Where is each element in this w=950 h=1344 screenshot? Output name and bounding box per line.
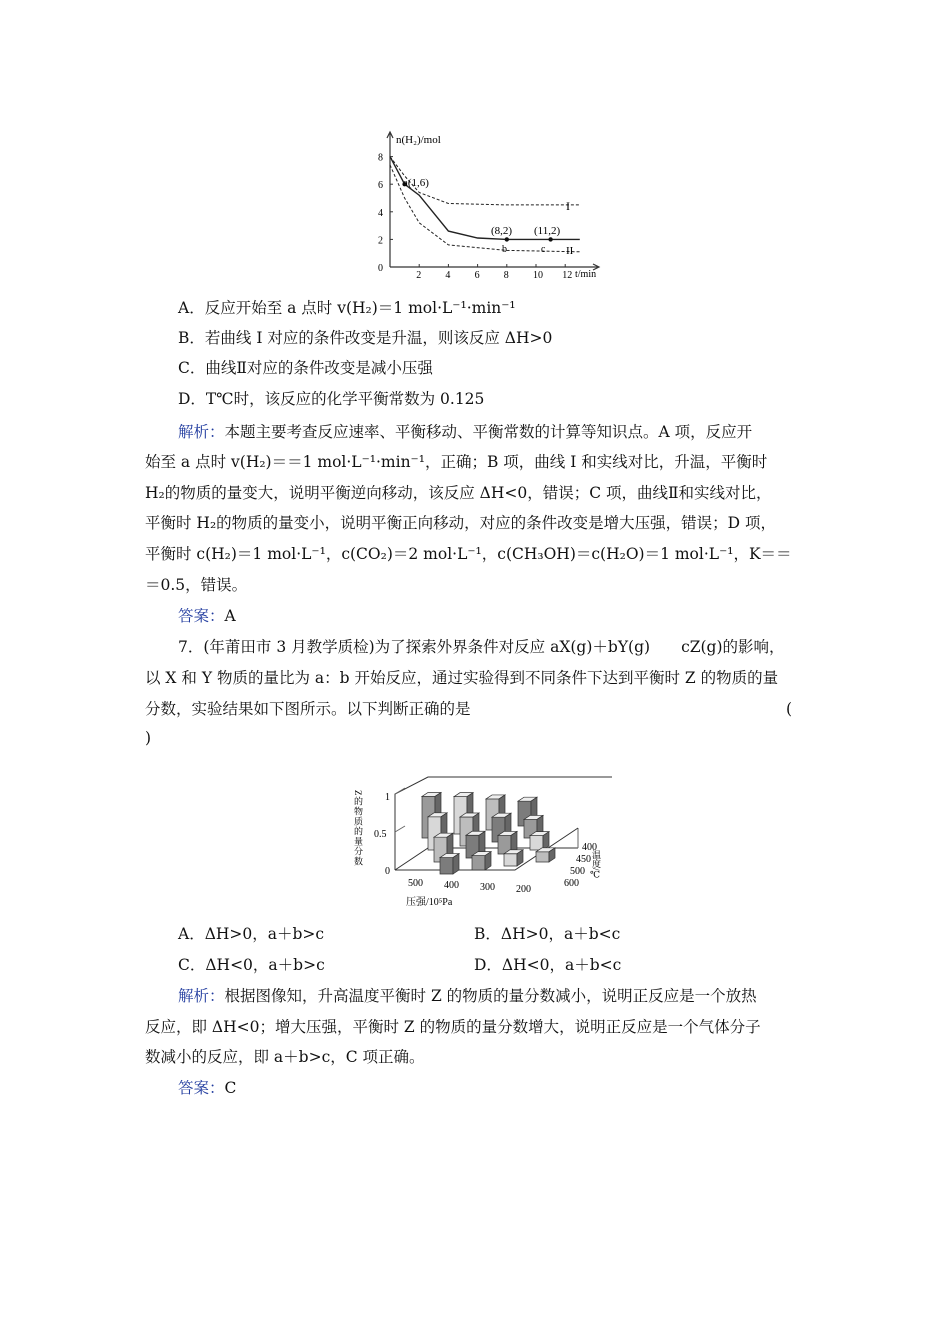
point-label-a: a(1,6) (403, 177, 429, 189)
q6-option-c: C．曲线Ⅱ对应的条件改变是减小压强 (178, 359, 433, 377)
q7-answer (178, 1076, 236, 1100)
q7-answer-label: 答案： (178, 1079, 225, 1097)
point-label-b: b (502, 244, 507, 255)
point-label-c-coord: (11,2) (534, 225, 561, 237)
q6-analysis-text-1: 本题主要考查反应速率、平衡移动、平衡常数的计算等知识点。A 项，反应开 (224, 423, 753, 441)
chart2-zlabel: 温度/℃ (591, 850, 601, 881)
chart1-xtick-label: 8 (503, 270, 509, 281)
chart1-ytick-label: 2 (378, 235, 383, 247)
chart1-xtick-label: 2 (416, 270, 422, 281)
q7-option-d: D．ΔH<0，a＋b<c (474, 956, 622, 974)
chart2-ztick-400: 400 (582, 842, 597, 853)
q7-option-b: B．ΔH>0，a＋b<c (474, 925, 621, 943)
q7-stem-line-2: 以 X 和 Y 物质的量比为 a：b 开始反应，通过实验得到不同条件下达到平衡时 Z 的物质的量 (145, 669, 779, 687)
chart2-ytick-05: 0.5 (374, 829, 387, 840)
chart1-point (548, 237, 552, 241)
q6-analysis-line-3: H₂的物质的量变大，说明平衡逆向移动，该反应 ΔH<0，错误；C 项，曲线Ⅱ和实线对比， (145, 484, 772, 502)
q7-paren-close: ) (145, 729, 152, 747)
chart1-ytick-label: 8 (378, 152, 383, 164)
chart-h2-vs-time (360, 128, 620, 283)
q7-analysis-label: 解析： (178, 987, 225, 1005)
chart2-bar-500-200 (530, 832, 549, 850)
chart2-ylabel: Z的物质的量分数 (353, 790, 363, 867)
chart1-xtick-label: 6 (474, 270, 480, 281)
q6-option-b: B．若曲线 I 对应的条件改变是升温，则该反应 ΔH>0 (178, 329, 553, 347)
q6-answer (178, 604, 236, 628)
chart2-bar-600-200 (536, 848, 555, 862)
chart1-point (505, 237, 509, 241)
q6-analysis-line-2: 始至 a 点时 v(H₂)＝＝1 mol·L⁻¹·min⁻¹，正确；B 项，曲线 I 和实线对比，升温，平衡时 (145, 453, 768, 471)
chart2-bar-600-300 (504, 850, 523, 866)
chart1-xtick-label: 12 (562, 270, 573, 281)
chart1-origin: 0 (378, 263, 383, 274)
q6-option-d: D．T℃时，该反应的化学平衡常数为 0.125 (178, 390, 485, 408)
q7-analysis-line-3: 数减小的反应，即 a＋b>c，C 项正确。 (145, 1048, 425, 1066)
chart2-bar-600-500 (440, 854, 459, 874)
q6-analysis-line-4: 平衡时 H₂的物质的量变小，说明平衡正向移动，对应的条件改变是增大压强，错误；D 项， (145, 514, 777, 532)
chart2-ytick-0: 0 (385, 866, 390, 877)
q6-analysis-line-5: 平衡时 c(H₂)＝1 mol·L⁻¹，c(CO₂)＝2 mol·L⁻¹，c(CH₃OH)＝c(H₂O)＝1 mol·L⁻¹，K＝＝ (145, 545, 792, 563)
q7-stem-line-1: 7．(年莆田市 3 月教学质检)为了探索外界条件对反应 aX(g)＋bY(g) cZ(g)的影响， (178, 638, 785, 656)
q6-analysis-line-6: ＝0.5，错误。 (145, 576, 248, 594)
q7-analysis-text-1: 根据图像知，升高温度平衡时 Z 的物质的量分数减小，说明正反应是一个放热 (224, 987, 757, 1005)
chart2-xlabel: 压强/10⁵Pa (406, 897, 453, 908)
q7-option-c: C．ΔH<0，a＋b>c (178, 956, 325, 974)
chart2-ztick-450: 450 (576, 854, 591, 865)
chart1-ytick-label: 6 (378, 180, 383, 192)
chart2-xtick-500: 500 (408, 878, 423, 889)
chart1-ylabel: n(H₂)/mol (396, 134, 441, 146)
chart2-bar-600-400 (472, 852, 491, 870)
chart2-xtick-200: 200 (516, 884, 531, 895)
q6-option-a: A．反应开始至 a 点时 v(H₂)＝1 mol·L⁻¹·min⁻¹ (178, 299, 516, 317)
chart-z-fraction-3d (350, 770, 620, 915)
q6-answer-label: 答案： (178, 607, 225, 625)
chart2-ytick-1: 1 (385, 792, 390, 803)
chart1-xtick-label: 4 (445, 270, 451, 281)
q7-answer-value: C (224, 1079, 237, 1097)
q6-analysis-label: 解析： (178, 423, 225, 441)
chart2-xtick-400: 400 (444, 880, 459, 891)
chart2-xtick-300: 300 (480, 882, 495, 893)
q7-option-a: A．ΔH>0，a＋b>c (178, 925, 325, 943)
point-label-c: c (541, 244, 546, 255)
q7-analysis-line-1 (178, 984, 757, 1008)
curve-label-I: I (566, 199, 570, 213)
chart1-xlabel: t/min (575, 269, 597, 280)
curve-label-II: II (566, 245, 574, 257)
q6-analysis-line-1 (178, 420, 752, 444)
q6-answer-value: A (224, 607, 236, 625)
chart1-xtick-label: 10 (533, 270, 543, 281)
q7-stem-line-3: 分数，实验结果如下图所示。以下判断正确的是 (145, 700, 471, 718)
chart1-ytick-label: 4 (378, 207, 383, 219)
point-label-b-coord: (8,2) (491, 225, 513, 237)
q7-analysis-line-2: 反应，即 ΔH<0；增大压强，平衡时 Z 的物质的量分数增大，说明正反应是一个气体分子 (145, 1018, 761, 1036)
q7-paren-open: ( (786, 700, 793, 718)
chart2-ztick-600: 600 (564, 878, 579, 889)
chart2-ztick-500: 500 (570, 866, 585, 877)
